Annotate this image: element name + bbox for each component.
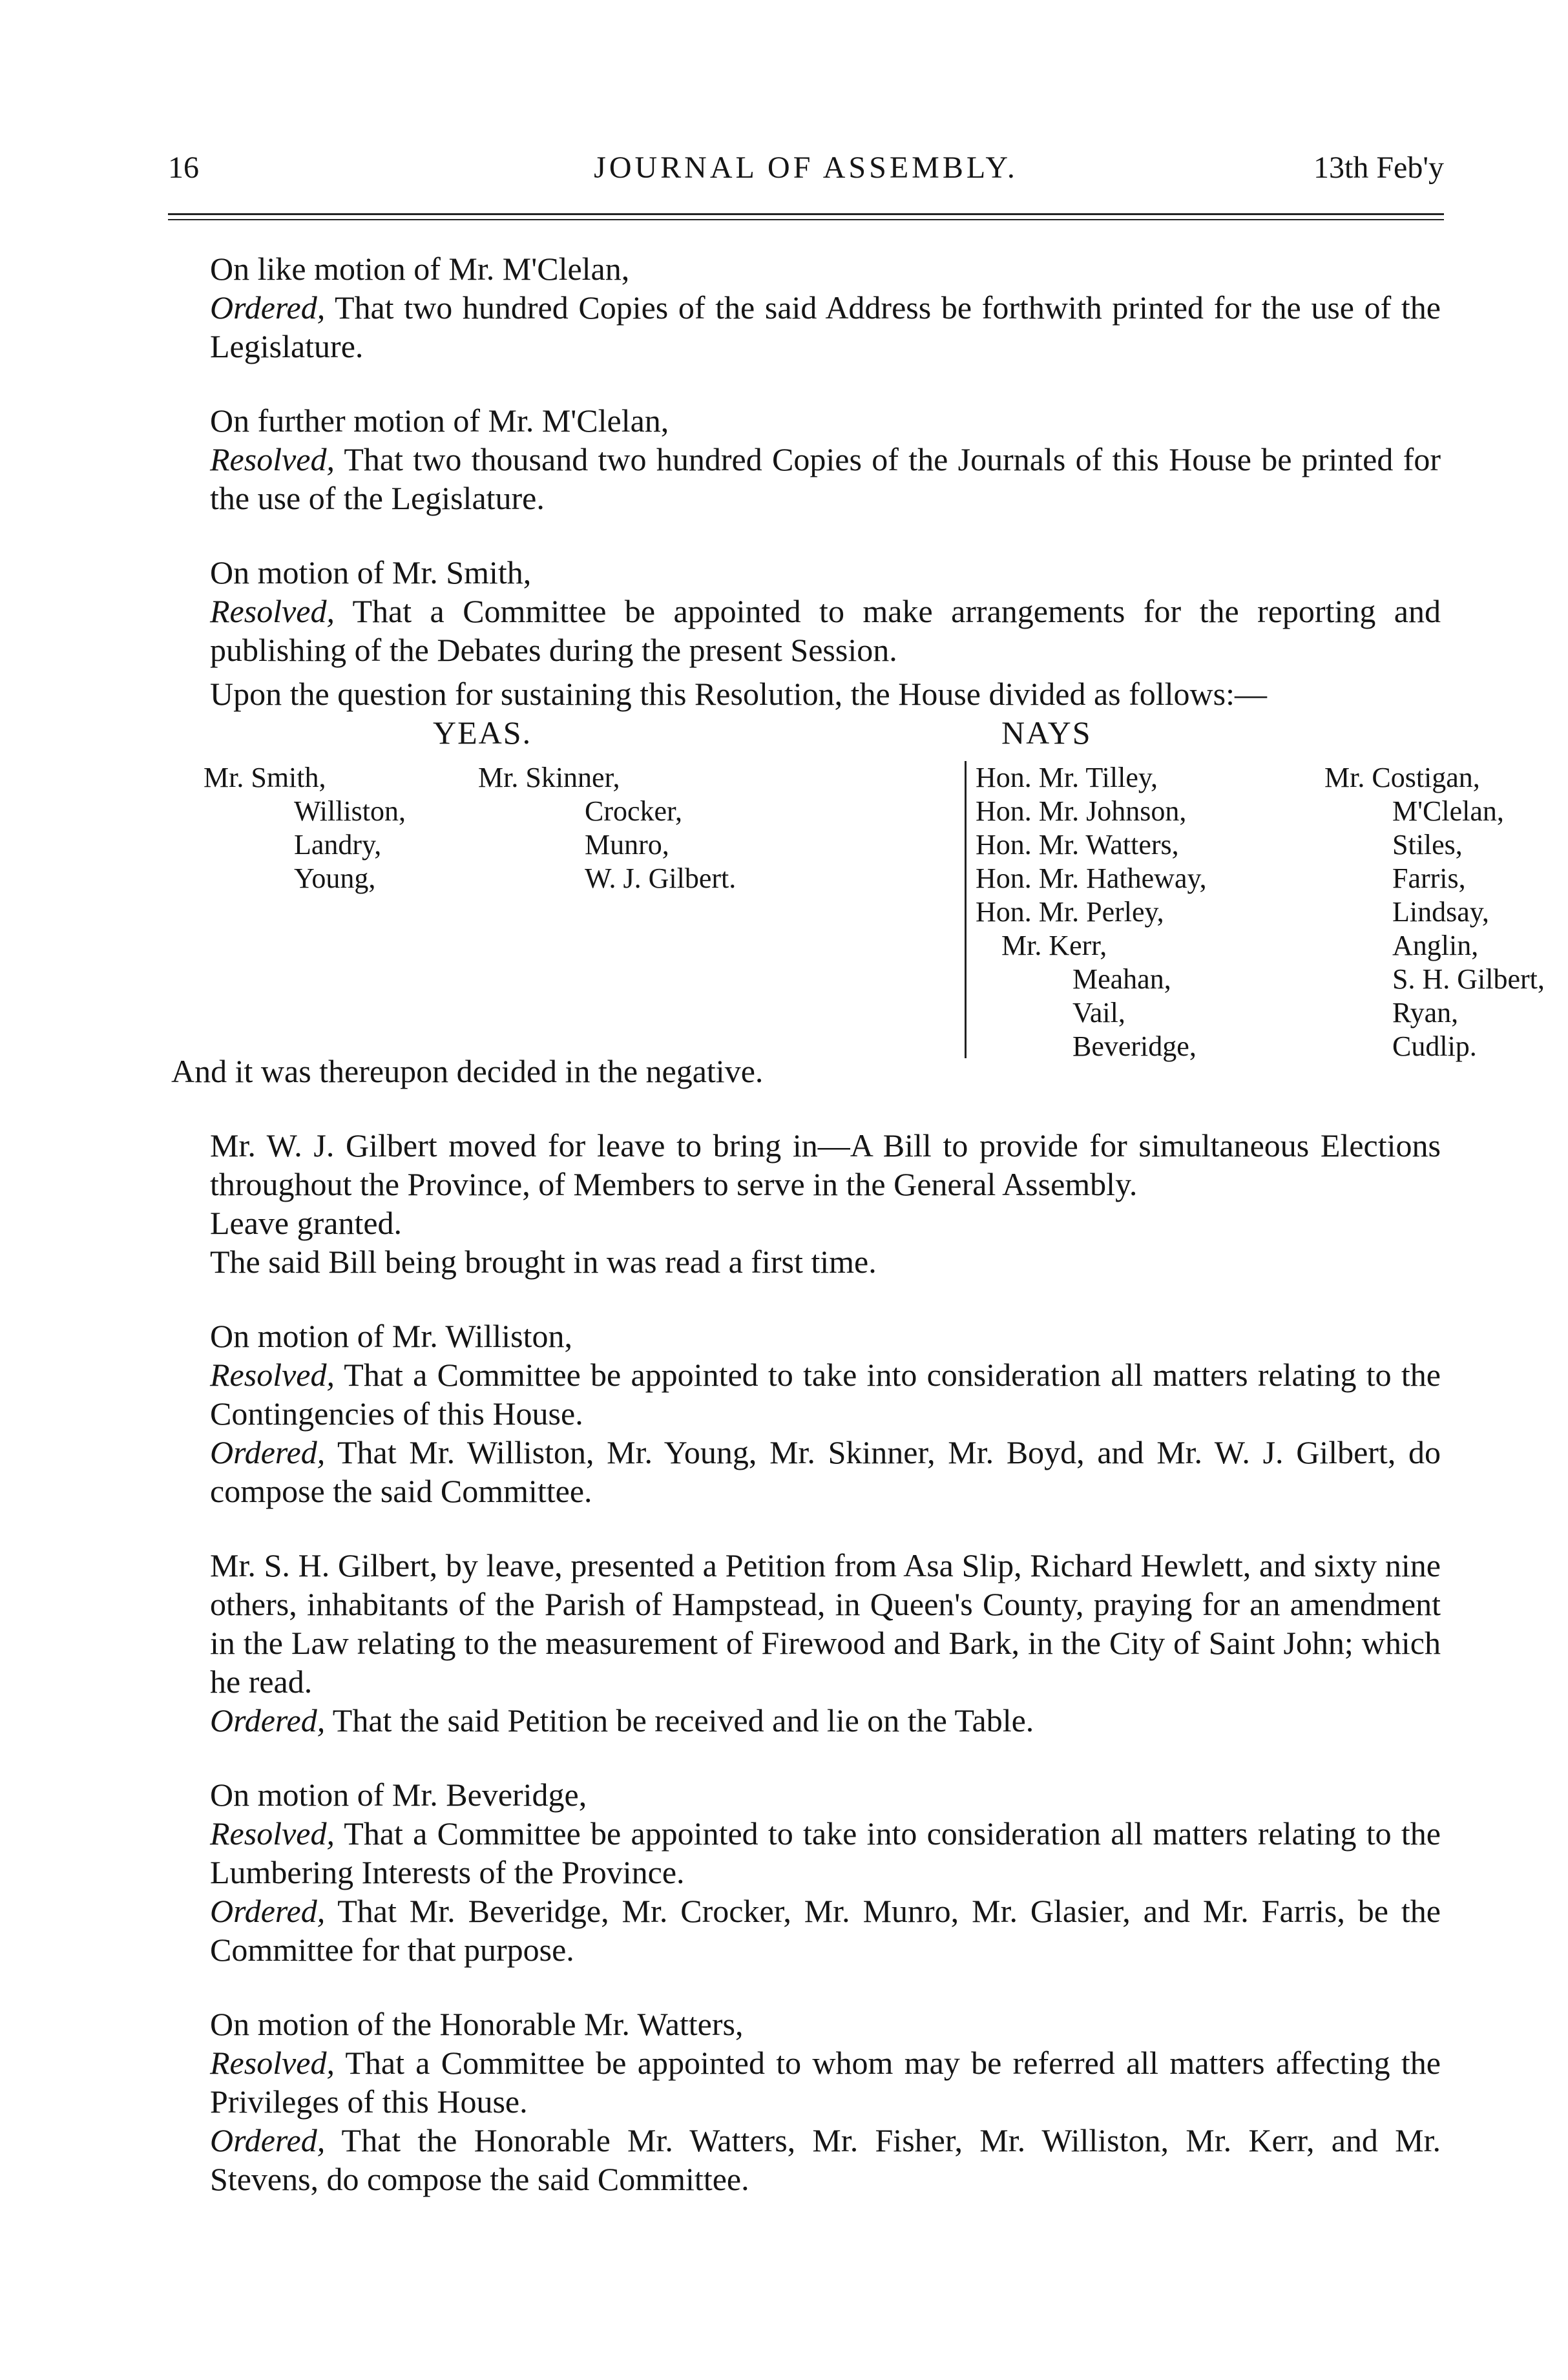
voter-name: Beveridge,: [1072, 1030, 1197, 1062]
resolved-label: Resolved,: [210, 1815, 335, 1852]
division-result: And it was thereupon decided in the negative.: [171, 1053, 764, 1089]
resolved-text: That a Committee be appointed to make arrangements for the reporting and publishing of the Debates during the present Session.: [210, 593, 1441, 668]
resolved-paragraph: [171, 2043, 1441, 2121]
leave-granted: Leave granted.: [210, 1205, 402, 1241]
division-line: Upon the question for sustaining this Resolution, the House divided as follows:—: [210, 676, 1267, 712]
header-rule-bottom: [168, 219, 1444, 220]
voter-name: Williston,: [294, 795, 406, 827]
ordered-label: Ordered,: [210, 1702, 326, 1738]
page-header: [168, 150, 1444, 202]
voter-name: Crocker,: [585, 795, 682, 827]
resolved-text: That a Committee be appointed to whom may be referred all matters affecting the Privileges of this House.: [210, 2045, 1441, 2120]
ordered-label: Ordered,: [210, 289, 326, 326]
voter-name: Farris,: [1392, 862, 1466, 894]
resolved-label: Resolved,: [210, 2045, 335, 2081]
ordered-paragraph: [171, 288, 1441, 366]
voter-name: Vail,: [1072, 997, 1125, 1028]
voter-name: S. H. Gilbert,: [1392, 963, 1545, 995]
resolved-paragraph: [171, 592, 1441, 669]
nays-column-2: [1324, 761, 1545, 1063]
journal-body: [171, 249, 1545, 2198]
voter-name: Lindsay,: [1392, 896, 1489, 928]
header-rule-top: [168, 213, 1444, 215]
ordered-paragraph: [171, 2121, 1441, 2198]
motion-line: On motion of Mr. Beveridge,: [210, 1777, 587, 1813]
ordered-text: That the Honorable Mr. Watters, Mr. Fisher, Mr. Williston, Mr. Kerr, and Mr. Stevens, do compose the said Committee.: [210, 2122, 1441, 2197]
voter-name: Ryan,: [1392, 997, 1459, 1028]
nays-column-1: [976, 761, 1207, 1063]
motion-line: On motion of the Honorable Mr. Watters,: [210, 2006, 744, 2042]
voter-name: M'Clelan,: [1392, 795, 1504, 827]
resolved-text: That two thousand two hundred Copies of the Journals of this House be printed for the use of the Legislature.: [210, 441, 1441, 516]
yeas-column-2: [478, 761, 736, 895]
division-list: [171, 715, 1545, 1062]
ordered-text: That two hundred Copies of the said Address be forthwith printed for the use of the Legislature.: [210, 289, 1441, 364]
voter-name: Hon. Mr. Perley,: [976, 896, 1164, 928]
voter-name: Munro,: [585, 829, 669, 861]
voter-name: Hon. Mr. Watters,: [976, 829, 1179, 861]
ordered-label: Ordered,: [210, 2122, 326, 2158]
ordered-paragraph: [171, 1892, 1441, 1969]
resolved-paragraph: [171, 1814, 1441, 1892]
voter-name: Mr. Costigan,: [1324, 762, 1480, 793]
ordered-paragraph: [171, 1701, 1441, 1740]
resolved-label: Resolved,: [210, 1357, 335, 1393]
nays-heading: NAYS: [1001, 715, 1092, 751]
yeas-column-1: [204, 761, 406, 895]
ordered-text: That Mr. Williston, Mr. Young, Mr. Skinner, Mr. Boyd, and Mr. W. J. Gilbert, do compose the said Committee.: [210, 1434, 1441, 1509]
ordered-text: That Mr. Beveridge, Mr. Crocker, Mr. Munro, Mr. Glasier, and Mr. Farris, be the Committee for that purpose.: [210, 1893, 1441, 1968]
yeas-heading: YEAS.: [433, 715, 532, 751]
page-date: 13th Feb'y: [1313, 151, 1444, 185]
motion-line: On further motion of Mr. M'Clelan,: [210, 402, 669, 439]
ordered-text: That the said Petition be received and lie on the Table.: [325, 1702, 1034, 1738]
resolved-text: That a Committee be appointed to take into consideration all matters relating to the Lumbering Interests of the Province.: [210, 1815, 1441, 1890]
voter-name: Hon. Mr. Tilley,: [976, 762, 1158, 793]
voter-name: Mr. Skinner,: [478, 762, 620, 793]
voter-name: Landry,: [294, 829, 382, 861]
bill-read: The said Bill being brought in was read a first time.: [210, 1244, 877, 1280]
resolved-paragraph: [171, 440, 1441, 517]
voter-name: Young,: [294, 862, 376, 894]
ordered-label: Ordered,: [210, 1893, 326, 1929]
voter-name: Cudlip.: [1392, 1030, 1477, 1062]
resolved-paragraph: [171, 1355, 1441, 1433]
voter-name: Meahan,: [1072, 963, 1171, 995]
petition-paragraph: Mr. S. H. Gilbert, by leave, presented a Petition from Asa Slip, Richard Hewlett, and sixty nine others, inhabitants of the Parish of Hampstead, in Queen's County, praying for an amendment in the Law relating to the measurement of Firewood and Bark, in the City of Saint John; which he read.: [210, 1547, 1441, 1700]
page-title: JOURNAL OF ASSEMBLY.: [594, 151, 1018, 185]
column-divider: [965, 761, 967, 1058]
motion-line: On like motion of Mr. M'Clelan,: [210, 251, 630, 287]
voter-name: Anglin,: [1392, 930, 1479, 961]
resolved-label: Resolved,: [210, 441, 335, 477]
resolved-text: That a Committee be appointed to take into consideration all matters relating to the Contingencies of this House.: [210, 1357, 1441, 1432]
resolved-label: Resolved,: [210, 593, 335, 629]
motion-line: On motion of Mr. Williston,: [210, 1318, 572, 1354]
bill-motion: Mr. W. J. Gilbert moved for leave to bring in—A Bill to provide for simultaneous Elections throughout the Province, of Members to serve in the General Assembly.: [210, 1127, 1441, 1202]
page-number: 16: [168, 151, 199, 185]
motion-line: On motion of Mr. Smith,: [210, 554, 532, 590]
voter-name: W. J. Gilbert.: [585, 862, 737, 894]
voter-name: Mr. Smith,: [204, 762, 326, 793]
voter-name: Hon. Mr. Hatheway,: [976, 862, 1207, 894]
ordered-label: Ordered,: [210, 1434, 326, 1470]
voter-name: Hon. Mr. Johnson,: [976, 795, 1187, 827]
ordered-paragraph: [171, 1433, 1441, 1510]
voter-name: Stiles,: [1392, 829, 1463, 861]
voter-name: Mr. Kerr,: [1001, 930, 1107, 961]
